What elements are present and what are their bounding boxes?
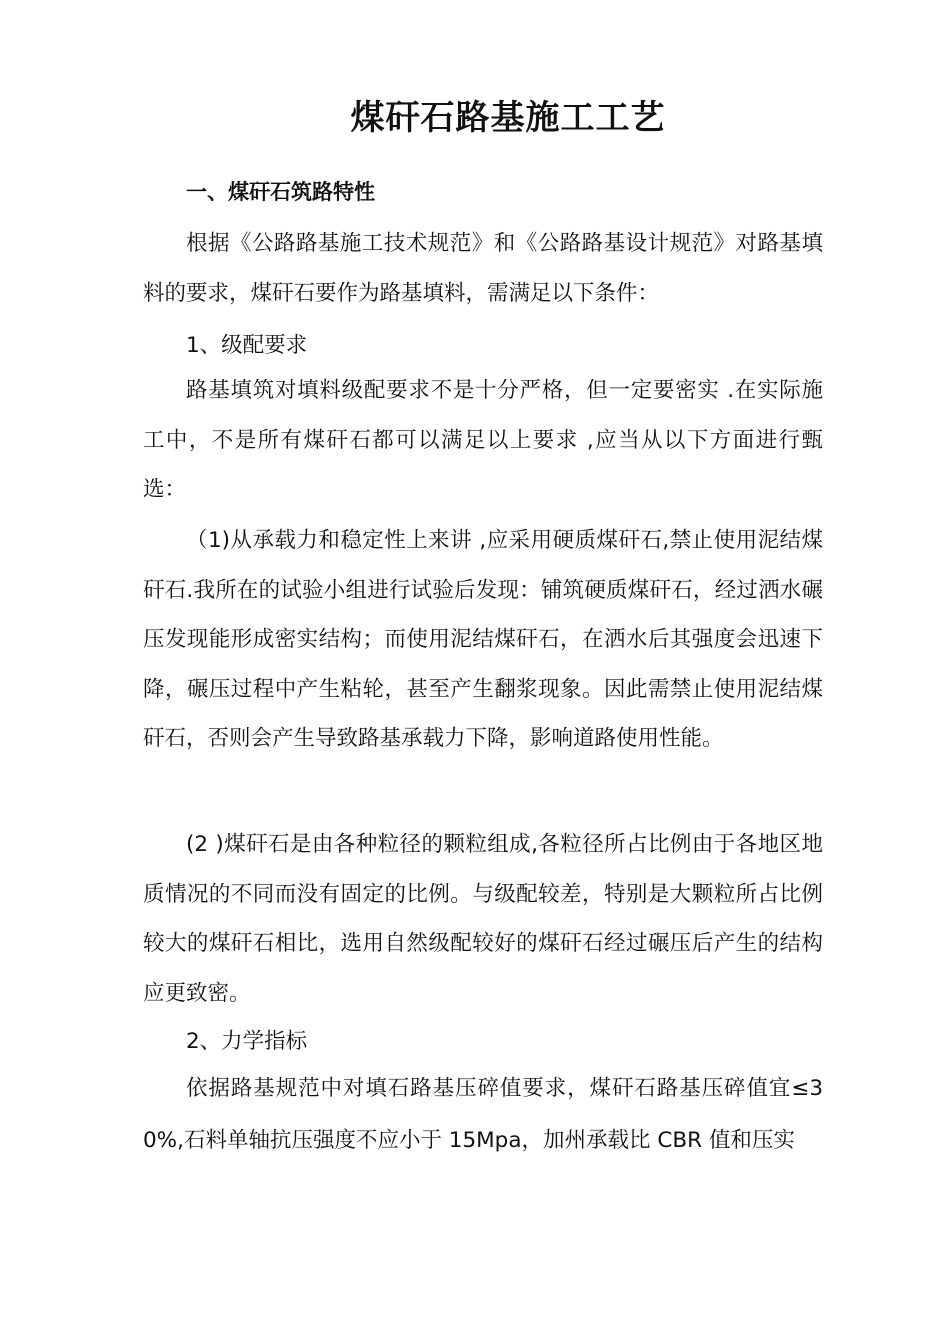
intro-paragraph: 根据《公路路基施工技术规范》和《公路路基设计规范》对路基填料的要求，煤矸石要作为路基填料，需满足以下条件： <box>143 231 823 306</box>
grading-paragraph: 路基填筑对填料级配要求不是十分严格，但一定要密实 .在实际施工中，不是所有煤矸石都可以满足以上要求 ,应当从以下方面进行甄选： <box>143 378 823 502</box>
point-1-paragraph: （1)从承载力和稳定性上来讲 ,应采用硬质煤矸石,禁止使用泥结煤矸石.我所在的试验小组进行试验后发现：铺筑硬质煤矸石，经过洒水碾压发现能形成密实结构；而使用泥结煤矸石，在洒水后其强度会迅速下降，碾压过程中产生粘轮，甚至产生翻浆现象。因此需禁止使用泥结煤矸石，否则会产生导致路基承载力下降，影响道路使用性能。 <box>143 528 823 751</box>
document-title: 煤矸石路基施工工艺 <box>350 98 666 138</box>
subheading-mechanics: 2、力学指标 <box>186 1029 308 1054</box>
subheading-grading: 1、级配要求 <box>186 333 308 358</box>
section-heading-1: 一、煤矸石筑路特性 <box>186 180 375 204</box>
mechanics-paragraph: 依据路基规范中对填石路基压碎值要求，煤矸石路基压碎值宜≤30%,石料单轴抗压强度不应小于 15Mpa，加州承载比 CBR 值和压实 <box>143 1076 823 1153</box>
point-2-paragraph: (2 )煤矸石是由各种粒径的颗粒组成,各粒径所占比例由于各地区地质情况的不同而没有固定的比例。与级配较差，特别是大颗粒所占比例较大的煤矸石相比，选用自然级配较好的煤矸石经过碾压后产生的结构应更致密。 <box>143 832 823 1006</box>
